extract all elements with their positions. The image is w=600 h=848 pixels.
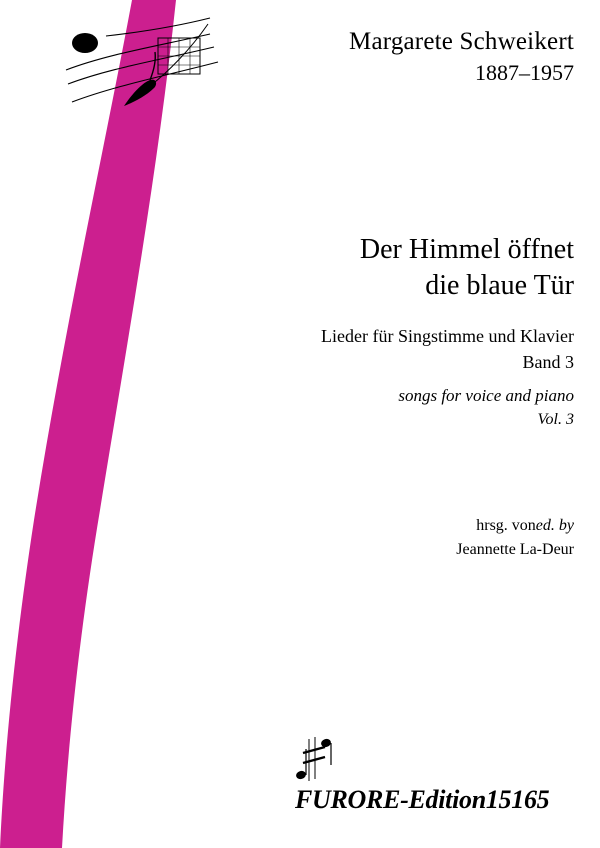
page-title-line-2: die blaue Tür (425, 270, 574, 302)
publisher-imprint (295, 735, 585, 825)
page-title-line-1: Der Himmel öffnet (359, 234, 574, 265)
editor-name: Jeannette La-Deur (456, 541, 574, 558)
title-block (154, 232, 574, 432)
editor-block (456, 514, 574, 562)
editor-credit-line (456, 514, 574, 538)
composer-dates: 1887–1957 (475, 60, 574, 86)
volume-german: Band 3 (522, 351, 574, 372)
editor-credit-german: hrsg. von (476, 517, 536, 534)
composer-name: Margarete Schweikert (349, 28, 574, 55)
furore-logo-mark (295, 735, 355, 787)
subtitle-german: Lieder für Singstimme und Klavier (321, 325, 574, 346)
music-notation-sketch (58, 10, 238, 130)
publisher-number: 15165 (485, 785, 550, 814)
publisher-name: FURORE-Edition (295, 785, 486, 814)
subtitle-english: songs for voice and piano (398, 385, 574, 405)
editor-credit-english: ed. by (535, 517, 574, 534)
composer-block (349, 26, 574, 87)
volume-english: Vol. 3 (537, 411, 574, 429)
publisher-text (295, 785, 549, 815)
